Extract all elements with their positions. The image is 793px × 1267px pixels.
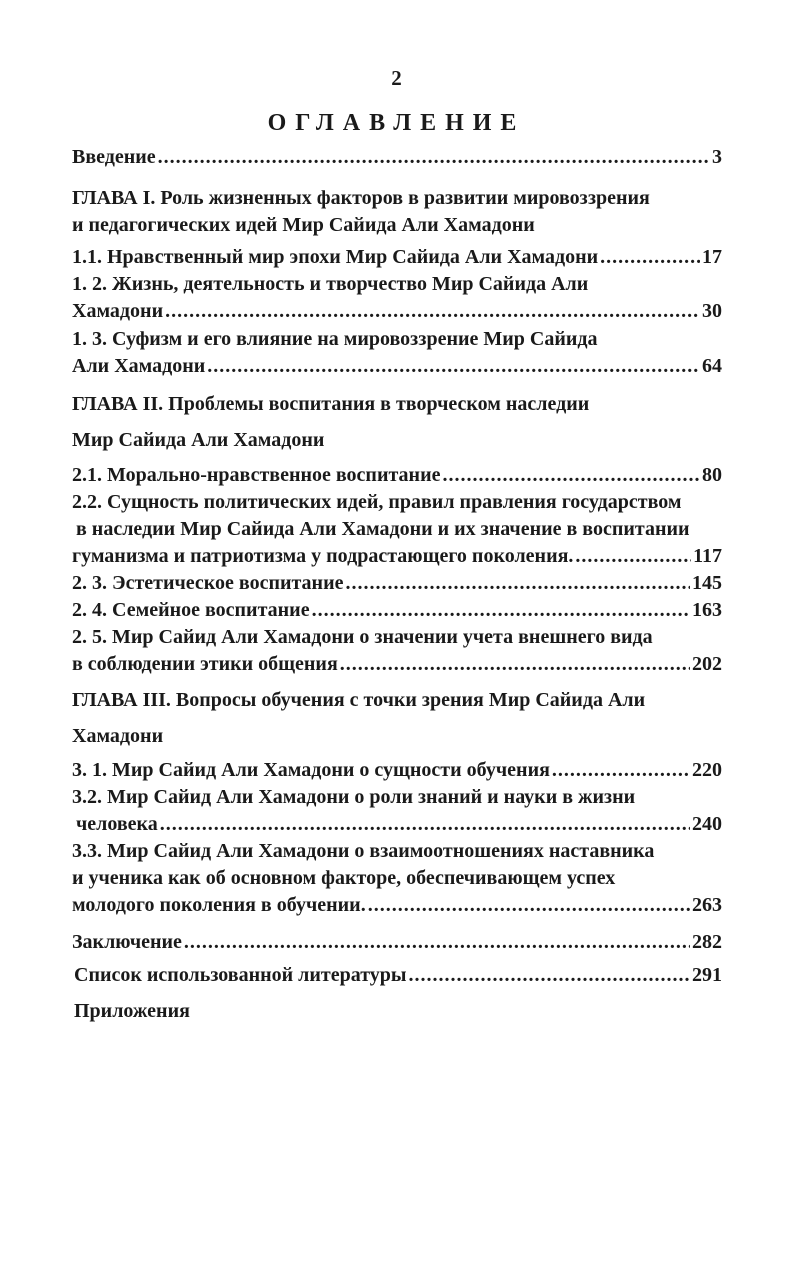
dot-leader xyxy=(575,543,691,569)
toc-entry-3-3[interactable] xyxy=(72,892,722,918)
toc-entry-2-1[interactable] xyxy=(72,462,722,488)
toc-entry-page: 240 xyxy=(692,813,722,835)
dot-leader xyxy=(552,757,690,783)
toc-entry-label: 1.1. Нравственный мир эпохи Мир Сайида Али Хамадони xyxy=(72,246,599,268)
toc-entry-label: 2. 4. Семейное воспитание xyxy=(72,599,310,621)
dot-leader xyxy=(312,597,690,623)
toc-entry-3-3-line-1: 3.3. Мир Сайид Али Хамадони о взаимоотношениях наставника xyxy=(72,840,655,862)
dot-leader xyxy=(160,811,690,837)
toc-entry-page: 80 xyxy=(702,464,722,486)
toc-entry-3-1[interactable] xyxy=(72,757,722,783)
toc-entry-3-2[interactable] xyxy=(76,811,722,837)
toc-entry-page: 17 xyxy=(702,246,722,268)
toc-entry-2-4[interactable] xyxy=(72,597,722,623)
toc-entry-label: гуманизма и патриотизма у подрастающего поколения. xyxy=(72,545,574,567)
toc-entry-2-5-line-1: 2. 5. Мир Сайид Али Хамадони о значении учета внешнего вида xyxy=(72,626,653,648)
toc-entry-appendix[interactable]: Приложения xyxy=(74,1000,190,1022)
toc-entry-label: 2. 3. Эстетическое воспитание xyxy=(72,572,344,594)
toc-entry-label: человека xyxy=(76,813,158,835)
dot-leader xyxy=(158,144,710,170)
toc-entry-2-5[interactable] xyxy=(72,651,722,677)
toc-entry-label: Хамадони xyxy=(72,300,164,322)
toc-entry-label: Введение xyxy=(72,146,156,168)
dot-leader xyxy=(409,962,691,988)
toc-entry-page: 3 xyxy=(712,146,722,168)
toc-entry-label: Список использованной литературы xyxy=(74,964,407,986)
chapter-2-heading-line-1: ГЛАВА II. Проблемы воспитания в творческом наследии xyxy=(72,393,590,415)
toc-entry-1-2-line-1: 1. 2. Жизнь, деятельность и творчество Мир Сайида Али xyxy=(72,273,589,295)
chapter-3-heading-line-1: ГЛАВА III. Вопросы обучения с точки зрения Мир Сайида Али xyxy=(72,689,646,711)
toc-entry-page: 263 xyxy=(692,894,722,916)
toc-entry-page: 64 xyxy=(702,355,722,377)
toc-entry-label: Заключение xyxy=(72,931,182,953)
dot-leader xyxy=(165,298,700,324)
toc-entry-2-2-line-1: 2.2. Сущность политических идей, правил правления государством xyxy=(72,491,682,513)
toc-entry-intro[interactable] xyxy=(72,144,722,170)
dot-leader xyxy=(442,462,700,488)
toc-entry-page: 117 xyxy=(693,545,722,567)
toc-entry-page: 30 xyxy=(702,300,722,322)
toc-entry-page: 291 xyxy=(692,964,722,986)
toc-entry-label: в соблюдении этики общения xyxy=(72,653,338,675)
toc-entry-2-2-line-2: в наследии Мир Сайида Али Хамадони и их значение в воспитании xyxy=(76,518,690,540)
toc-title: ОГЛАВЛЕНИЕ xyxy=(267,110,526,136)
chapter-2-heading-line-2: Мир Сайида Али Хамадони xyxy=(72,429,325,451)
chapter-3-heading-line-2: Хамадони xyxy=(72,725,164,747)
toc-entry-page: 163 xyxy=(692,599,722,621)
toc-entry-page: 220 xyxy=(692,759,722,781)
toc-entry-page: 145 xyxy=(692,572,722,594)
toc-entry-1-2[interactable] xyxy=(72,298,722,324)
dot-leader xyxy=(600,244,700,270)
toc-entry-bibliography[interactable] xyxy=(74,962,722,988)
toc-entry-conclusion[interactable] xyxy=(72,929,722,955)
toc-entry-label: 2.1. Морально-нравственное воспитание xyxy=(72,464,441,486)
toc-entry-3-3-line-2: и ученика как об основном факторе, обеспечивающем успех xyxy=(72,867,616,889)
toc-entry-1-3[interactable] xyxy=(72,353,722,379)
dot-leader xyxy=(340,651,690,677)
toc-entry-label: 3. 1. Мир Сайид Али Хамадони о сущности обучения xyxy=(72,759,550,781)
chapter-1-heading-line-1: ГЛАВА I. Роль жизненных факторов в развитии мировоззрения xyxy=(72,187,650,209)
dot-leader xyxy=(368,892,690,918)
toc-entry-label: Али Хамадони xyxy=(72,355,206,377)
dot-leader xyxy=(184,929,690,955)
toc-entry-2-3[interactable] xyxy=(72,570,722,596)
page-number: 2 xyxy=(391,66,402,90)
toc-entry-label: молодого поколения в обучении. xyxy=(72,894,366,916)
toc-entry-3-2-line-1: 3.2. Мир Сайид Али Хамадони о роли знаний и науки в жизни xyxy=(72,786,636,808)
toc-entry-page: 202 xyxy=(692,653,722,675)
dot-leader xyxy=(207,353,700,379)
toc-entry-2-2[interactable] xyxy=(72,543,722,569)
toc-entry-1-3-line-1: 1. 3. Суфизм и его влияние на мировоззрение Мир Сайида xyxy=(72,328,598,350)
chapter-1-heading-line-2: и педагогических идей Мир Сайида Али Хамадони xyxy=(72,214,535,236)
dot-leader xyxy=(345,570,690,596)
toc-entry-page: 282 xyxy=(692,931,722,953)
toc-entry-1-1[interactable] xyxy=(72,244,722,270)
